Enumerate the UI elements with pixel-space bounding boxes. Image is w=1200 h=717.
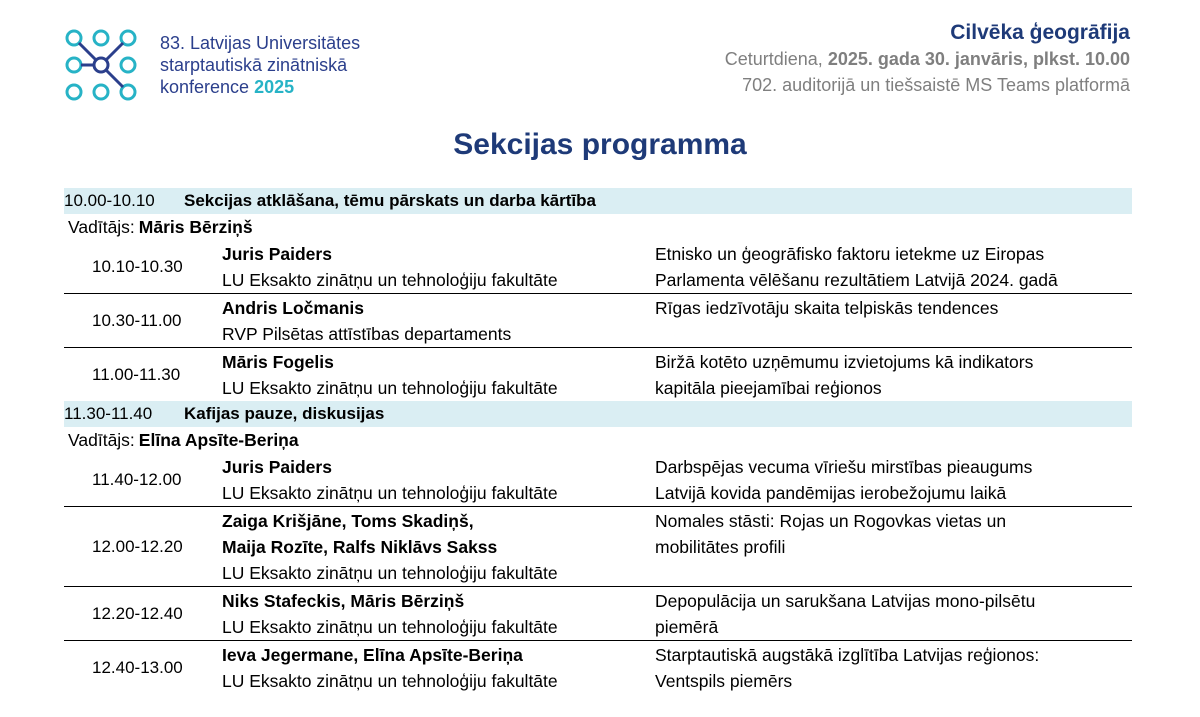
conference-logo <box>62 26 140 104</box>
talk-time: 11.40-12.00 <box>92 469 182 489</box>
speaker-names: Māris Fogelis <box>222 352 334 372</box>
talk-presenters <box>222 507 655 586</box>
session-title: Sekcijas atklāšana, tēmu pārskats un darba kārtība <box>184 191 596 210</box>
session-banner <box>64 188 1132 214</box>
date-value: 2025. gada 30. janvāris, plkst. 10.00 <box>827 49 1130 69</box>
talk-row <box>64 294 1132 348</box>
talk-topic <box>655 240 1132 293</box>
conference-line2: starptautiskā zinātniskā <box>160 55 348 75</box>
speaker-names: Juris Paiders <box>222 457 332 477</box>
chair-name: Elīna Apsīte-Beriņa <box>138 429 299 450</box>
speaker-affiliation: LU Eksakto zinātņu un tehnoloģiju fakultāte <box>222 378 558 398</box>
talk-time: 12.00-12.20 <box>92 536 183 556</box>
talk-time: 10.10-10.30 <box>92 256 183 276</box>
talk-row <box>64 240 1132 294</box>
speaker-names: Andris Ločmanis <box>222 298 364 318</box>
speaker-affiliation: LU Eksakto zinātņu un tehnoloģiju fakultāte <box>222 483 558 503</box>
talk-row <box>64 453 1132 507</box>
schedule <box>64 188 1132 694</box>
session-time: 11.30-11.40 <box>64 404 153 423</box>
talk-time: 10.30-11.00 <box>92 310 182 330</box>
talk-topic <box>655 348 1132 401</box>
conference-line3-prefix: konference <box>160 77 250 97</box>
program-title: Sekcijas programma <box>453 128 747 161</box>
topic-line: Etnisko un ģeogrāfisko faktoru ietekme uz Eiropas <box>655 244 1045 264</box>
talk-topic <box>655 587 1132 640</box>
talk-row <box>64 587 1132 641</box>
chair-name: Māris Bērziņš <box>138 216 253 237</box>
talk-topic <box>655 641 1132 694</box>
speaker-affiliation: LU Eksakto zinātņu un tehnoloģiju fakultāte <box>222 671 558 691</box>
room-line: 702. auditorijā un tiešsaistē MS Teams platformā <box>742 75 1130 95</box>
topic-line: Ventspils piemērs <box>655 671 793 691</box>
speaker-affiliation: LU Eksakto zinātņu un tehnoloģiju fakultāte <box>222 617 558 637</box>
talk-row <box>64 641 1132 694</box>
conference-title <box>160 32 360 98</box>
talk-topic <box>655 294 1132 347</box>
session-chair <box>64 427 1132 453</box>
talk-topic <box>655 453 1132 506</box>
talk-presenters <box>222 641 655 694</box>
session-chair <box>64 214 1132 240</box>
date-prefix: Ceturtdiena, <box>724 49 823 69</box>
topic-line: kapitāla pieejamībai reģionos <box>655 378 882 398</box>
topic-line: piemērā <box>655 617 719 637</box>
talk-row <box>64 507 1132 587</box>
talk-presenters <box>222 294 655 347</box>
chair-label: Vadītājs: <box>68 216 135 237</box>
conference-line1: 83. Latvijas Universitātes <box>160 33 361 53</box>
speaker-names: Niks Stafeckis, Māris Bērziņš <box>222 591 465 611</box>
speaker-affiliation: RVP Pilsētas attīstības departaments <box>222 324 512 344</box>
topic-line: Darbspējas vecuma vīriešu mirstības pieaugums <box>655 457 1033 477</box>
speaker-names: Zaiga Krišjāne, Toms Skadiņš, <box>222 511 474 531</box>
talk-topic <box>655 507 1132 586</box>
talk-row <box>64 348 1132 401</box>
talk-time: 12.20-12.40 <box>92 603 183 623</box>
chair-label: Vadītājs: <box>68 429 135 450</box>
talk-presenters <box>222 587 655 640</box>
talk-presenters <box>222 240 655 293</box>
speaker-names: Maija Rozīte, Ralfs Niklāvs Sakss <box>222 537 498 557</box>
talk-presenters <box>222 453 655 506</box>
topic-line: mobilitātes profili <box>655 537 786 557</box>
talk-presenters <box>222 348 655 401</box>
speaker-affiliation: LU Eksakto zinātņu un tehnoloģiju fakultāte <box>222 563 558 583</box>
topic-line: Rīgas iedzīvotāju skaita telpiskās tendences <box>655 298 999 318</box>
session-time: 10.00-10.10 <box>64 191 155 210</box>
speaker-names: Juris Paiders <box>222 244 332 264</box>
topic-line: Depopulācija un sarukšana Latvijas mono-pilsētu <box>655 591 1036 611</box>
speaker-affiliation: LU Eksakto zinātņu un tehnoloģiju fakultāte <box>222 270 558 290</box>
topic-line: Starptautiskā augstākā izglītība Latvijas reģionos: <box>655 645 1040 665</box>
conference-line3 <box>160 76 360 98</box>
topic-line: Nomales stāsti: Rojas un Rogovkas vietas un <box>655 511 1007 531</box>
section-name: Cilvēka ģeogrāfija <box>950 21 1130 44</box>
topic-line: Biržā kotēto uzņēmumu izvietojums kā indikators <box>655 352 1034 372</box>
talk-time: 12.40-13.00 <box>92 657 183 677</box>
topic-line: Parlamenta vēlēšanu rezultātiem Latvijā 2024. gadā <box>655 270 1058 290</box>
speaker-names: Ieva Jegermane, Elīna Apsīte-Beriņa <box>222 645 523 665</box>
session-title: Kafijas pauze, diskusijas <box>184 404 385 423</box>
conference-year: 2025 <box>254 77 295 97</box>
section-header <box>725 20 1130 98</box>
talk-time: 11.00-11.30 <box>92 364 181 384</box>
topic-line: Latvijā kovida pandēmijas ierobežojumu laikā <box>655 483 1007 503</box>
session-banner <box>64 401 1132 427</box>
date-line <box>725 46 1130 72</box>
